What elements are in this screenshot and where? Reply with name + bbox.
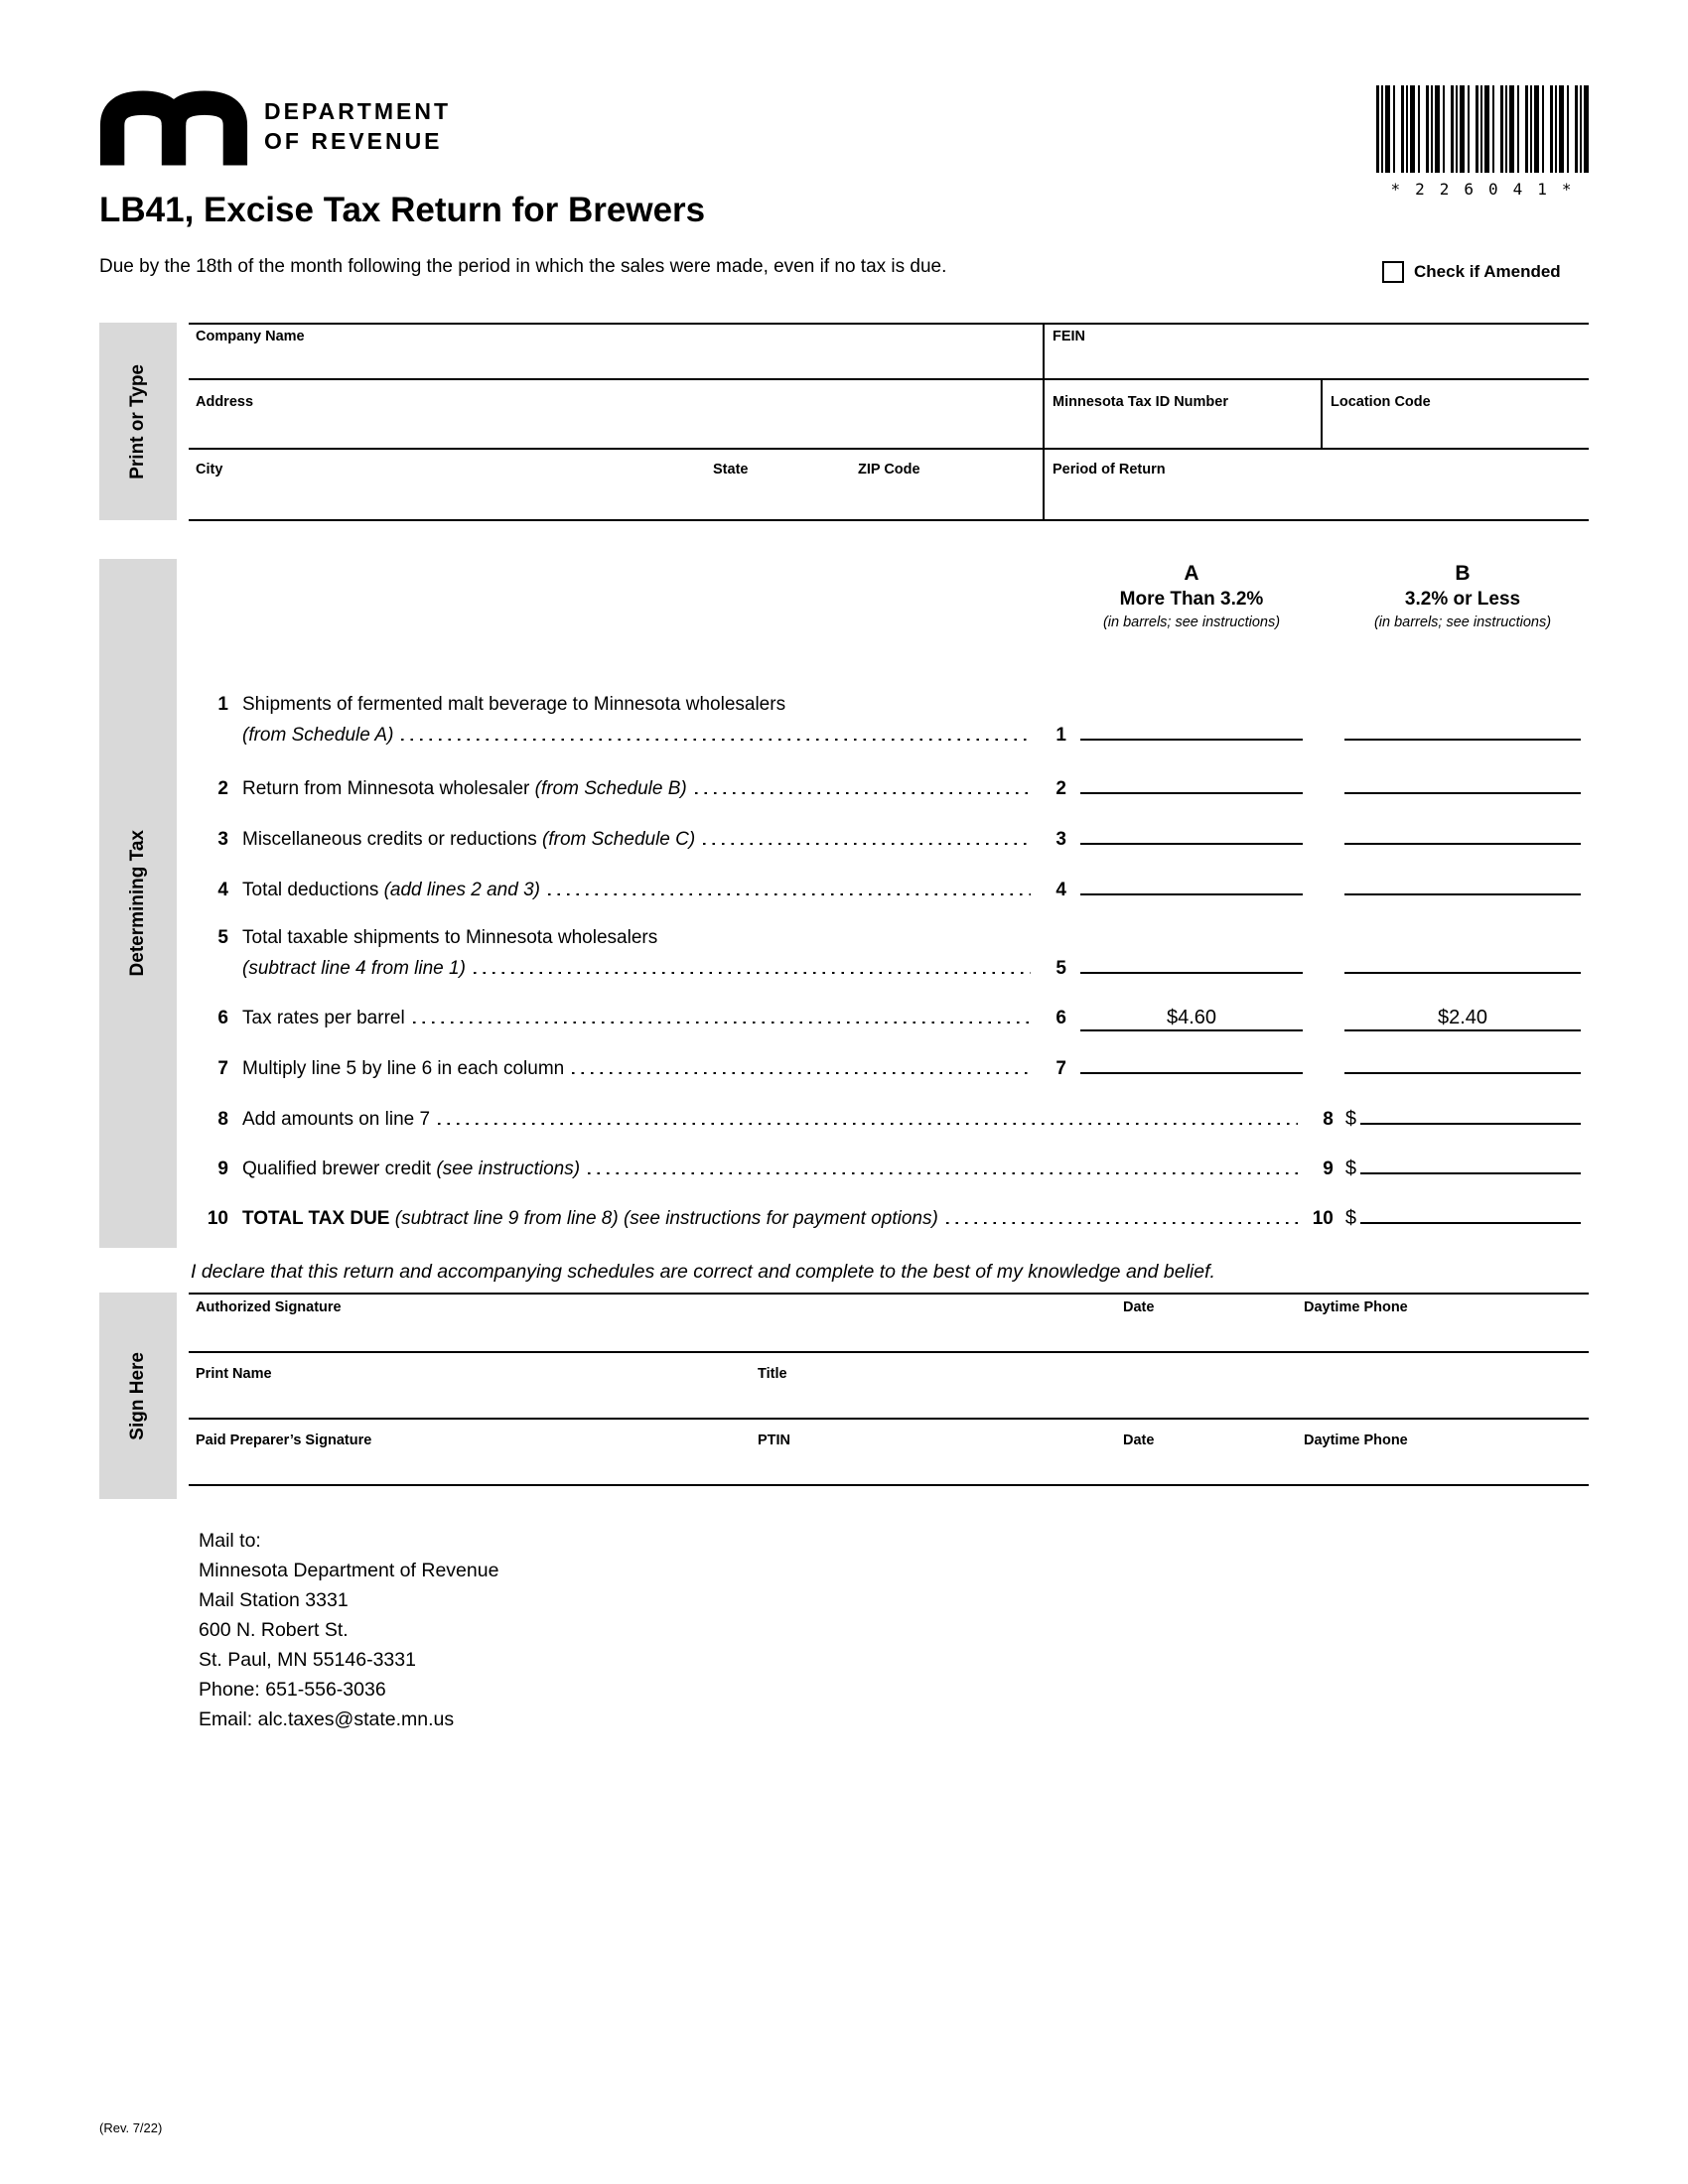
dollar-sign: $	[1344, 1207, 1356, 1229]
amended-option	[1382, 261, 1561, 283]
line-5-column-a-field[interactable]	[1080, 972, 1303, 974]
line-6-rate-column-b: $2.40	[1344, 1006, 1581, 1031]
dotted-leader	[413, 1022, 1031, 1024]
line-5-column-b-field[interactable]	[1344, 972, 1581, 974]
line-number: 10	[207, 1208, 228, 1229]
state-label: State	[713, 462, 749, 478]
form-title: LB41, Excise Tax Return for Brewers	[99, 191, 706, 229]
line-7-column-b-field[interactable]	[1344, 1072, 1581, 1074]
column-a-header	[1043, 560, 1340, 632]
line-number-right: 9	[1323, 1159, 1334, 1179]
ptin-field[interactable]	[753, 1451, 1110, 1481]
line-number: 6	[217, 1008, 228, 1028]
dotted-leader	[401, 739, 1031, 741]
line-text: Total deductions	[242, 880, 384, 900]
mail-line: 600 N. Robert St.	[199, 1619, 349, 1641]
dollar-sign: $	[1344, 1158, 1356, 1179]
line-text-italic: (subtract line 4 from line 1)	[242, 958, 466, 979]
line-number: 2	[217, 778, 228, 799]
location-code-field[interactable]	[1326, 413, 1584, 445]
authorized-signature-label: Authorized Signature	[196, 1299, 342, 1315]
divider	[189, 323, 1589, 325]
tax-line-10	[199, 1203, 1581, 1234]
signature-phone-field[interactable]	[1296, 1318, 1589, 1348]
line-7-column-a-field[interactable]	[1080, 1072, 1303, 1074]
signature-date-field[interactable]	[1117, 1318, 1291, 1348]
column-b-title: 3.2% or Less	[1404, 589, 1521, 610]
mail-line: Mail Station 3331	[199, 1589, 349, 1611]
print-name-field[interactable]	[191, 1385, 747, 1415]
line-text-italic: (subtract line 9 from line 8) (see instructions for payment options)	[394, 1208, 938, 1229]
mail-line: Minnesota Department of Revenue	[199, 1560, 499, 1581]
column-b-letter: B	[1455, 562, 1471, 585]
tax-line-9	[199, 1154, 1581, 1184]
tax-line-3	[199, 824, 1581, 855]
divider	[189, 1484, 1589, 1486]
line-text: Tax rates per barrel	[242, 1008, 405, 1028]
line-4-column-b-field[interactable]	[1344, 893, 1581, 895]
amended-label: Check if Amended	[1414, 262, 1561, 281]
divider	[1043, 323, 1045, 521]
dotted-leader	[695, 792, 1031, 794]
barcode-bars-icon	[1376, 85, 1589, 173]
print-or-type-sidebar	[99, 323, 177, 520]
line-number: 5	[217, 927, 228, 948]
line-number-right: 4	[1055, 880, 1066, 900]
mail-line: Email: alc.taxes@state.mn.us	[199, 1708, 455, 1730]
line-text: Total taxable shipments to Minnesota wholesalers	[242, 927, 658, 948]
line-text-italic: (from Schedule C)	[542, 829, 696, 850]
zip-code-label: ZIP Code	[858, 462, 920, 478]
line-8-amount-field[interactable]	[1360, 1123, 1581, 1125]
dotted-leader	[572, 1072, 1031, 1074]
determining-tax-sidebar-label: Determining Tax	[127, 830, 148, 977]
period-of-return-label: Period of Return	[1053, 462, 1166, 478]
line-text: Miscellaneous credits or reductions	[242, 829, 543, 850]
dollar-sign: $	[1344, 1108, 1356, 1130]
line-6-rate-column-a: $4.60	[1080, 1006, 1303, 1031]
line-text: Add amounts on line 7	[242, 1109, 431, 1130]
column-a-note: (in barrels; see instructions)	[1102, 614, 1281, 630]
line-text: TOTAL TAX DUE	[242, 1208, 395, 1229]
sign-here-sidebar	[99, 1293, 177, 1499]
tax-line-6	[199, 1003, 1581, 1033]
divider	[189, 1293, 1589, 1295]
divider	[189, 378, 1589, 380]
line-1-column-a-field[interactable]	[1080, 739, 1303, 741]
agency-name	[264, 96, 451, 156]
line-3-column-b-field[interactable]	[1344, 843, 1581, 845]
line-number-right: 1	[1055, 725, 1066, 746]
city-label: City	[196, 462, 223, 478]
line-number-right: 8	[1323, 1109, 1334, 1130]
line-number-right: 3	[1055, 829, 1066, 850]
column-a-title: More Than 3.2%	[1119, 589, 1264, 610]
state-field[interactable]	[710, 480, 849, 516]
line-text: Multiply line 5 by line 6 in each column	[242, 1058, 565, 1079]
address-field[interactable]	[191, 413, 1040, 445]
line-text-italic: (add lines 2 and 3)	[383, 880, 540, 900]
line-text-italic: (see instructions)	[436, 1159, 581, 1179]
dotted-leader	[474, 972, 1031, 974]
line-text-italic: (from Schedule B)	[534, 778, 687, 799]
line-text-italic: (from Schedule A)	[242, 725, 394, 746]
fein-label: FEIN	[1053, 329, 1086, 344]
mn-tax-id-field[interactable]	[1048, 413, 1316, 445]
line-3-column-a-field[interactable]	[1080, 843, 1303, 845]
line-number: 3	[217, 829, 228, 850]
line-number-right: 7	[1055, 1058, 1066, 1079]
mail-line: St. Paul, MN 55146-3331	[199, 1649, 416, 1671]
tax-line-4	[199, 875, 1581, 905]
agency-name-line1: DEPARTMENT	[264, 98, 452, 124]
print-name-label: Print Name	[196, 1366, 272, 1382]
fein-field[interactable]	[1048, 347, 1584, 375]
declaration-text: I declare that this return and accompanying schedules are correct and complete to the best of my knowledge and belief.	[191, 1261, 1215, 1283]
company-name-field[interactable]	[191, 347, 1040, 375]
column-a-letter: A	[1184, 562, 1199, 585]
title-label: Title	[758, 1366, 787, 1382]
barcode	[1376, 85, 1589, 199]
preparer-phone-label: Daytime Phone	[1304, 1433, 1408, 1448]
amended-checkbox[interactable]	[1382, 261, 1404, 283]
title-field[interactable]	[753, 1385, 1587, 1415]
preparer-date-field[interactable]	[1117, 1451, 1291, 1481]
dotted-leader	[703, 843, 1031, 845]
mailing-info	[199, 1526, 498, 1734]
preparer-signature-label: Paid Preparer’s Signature	[196, 1433, 372, 1448]
line-9-amount-field[interactable]	[1360, 1172, 1581, 1174]
column-b-note: (in barrels; see instructions)	[1373, 614, 1552, 630]
period-of-return-field[interactable]	[1048, 480, 1584, 516]
line-text: Shipments of fermented malt beverage to Minnesota wholesalers	[242, 694, 786, 715]
preparer-date-label: Date	[1123, 1433, 1155, 1448]
line-number-right: 6	[1055, 1008, 1066, 1028]
line-number-right: 2	[1055, 778, 1066, 799]
line-number: 9	[217, 1159, 228, 1179]
preparer-phone-field[interactable]	[1296, 1451, 1589, 1481]
dotted-leader	[438, 1123, 1298, 1125]
divider	[189, 448, 1589, 450]
line-text: Qualified brewer credit	[242, 1159, 437, 1179]
tax-line-2	[199, 773, 1581, 804]
tax-line-7	[199, 1053, 1581, 1084]
line-number: 7	[217, 1058, 228, 1079]
line-number: 8	[217, 1109, 228, 1130]
barcode-text: *226041*	[1390, 180, 1587, 199]
authorized-signature-field[interactable]	[191, 1318, 1109, 1348]
mn-tax-id-label: Minnesota Tax ID Number	[1053, 394, 1228, 410]
line-number: 1	[217, 694, 228, 715]
preparer-signature-field[interactable]	[191, 1451, 747, 1481]
due-date-note: Due by the 18th of the month following the period in which the sales were made, even if no tax is due.	[99, 256, 947, 277]
company-name-label: Company Name	[196, 329, 305, 344]
line-text: Return from Minnesota wholesaler	[242, 778, 535, 799]
determining-tax-sidebar	[99, 559, 177, 1248]
sign-here-sidebar-label: Sign Here	[127, 1351, 148, 1440]
divider	[189, 519, 1589, 521]
revision-note: (Rev. 7/22)	[99, 2120, 163, 2135]
line-2-column-a-field[interactable]	[1080, 792, 1303, 794]
dotted-leader	[588, 1172, 1298, 1174]
divider	[189, 1418, 1589, 1420]
tax-line-5	[199, 922, 1581, 984]
divider	[189, 1351, 1589, 1353]
divider	[1321, 378, 1323, 450]
line-2-column-b-field[interactable]	[1344, 792, 1581, 794]
dotted-leader	[548, 893, 1031, 895]
agency-name-line2: OF REVENUE	[264, 128, 443, 154]
ptin-label: PTIN	[758, 1433, 791, 1448]
mail-line: Mail to:	[199, 1530, 261, 1552]
mn-state-logo-icon	[99, 89, 248, 167]
line-number-right: 10	[1312, 1208, 1334, 1229]
address-label: Address	[196, 394, 254, 410]
line-4-column-a-field[interactable]	[1080, 893, 1303, 895]
date-label: Date	[1123, 1299, 1155, 1315]
line-number: 4	[217, 880, 228, 900]
tax-line-8	[199, 1104, 1581, 1135]
zip-code-field[interactable]	[854, 480, 1038, 516]
line-1-column-b-field[interactable]	[1344, 739, 1581, 741]
city-field[interactable]	[191, 480, 707, 516]
dotted-leader	[946, 1222, 1298, 1224]
daytime-phone-label: Daytime Phone	[1304, 1299, 1408, 1315]
mail-line: Phone: 651-556-3036	[199, 1679, 386, 1701]
line-number-right: 5	[1055, 958, 1066, 979]
column-b-header	[1314, 560, 1612, 632]
location-code-label: Location Code	[1331, 394, 1431, 410]
tax-line-1	[199, 689, 1581, 751]
print-or-type-sidebar-label: Print or Type	[127, 363, 148, 479]
line-10-total-tax-due-field[interactable]	[1360, 1222, 1581, 1224]
